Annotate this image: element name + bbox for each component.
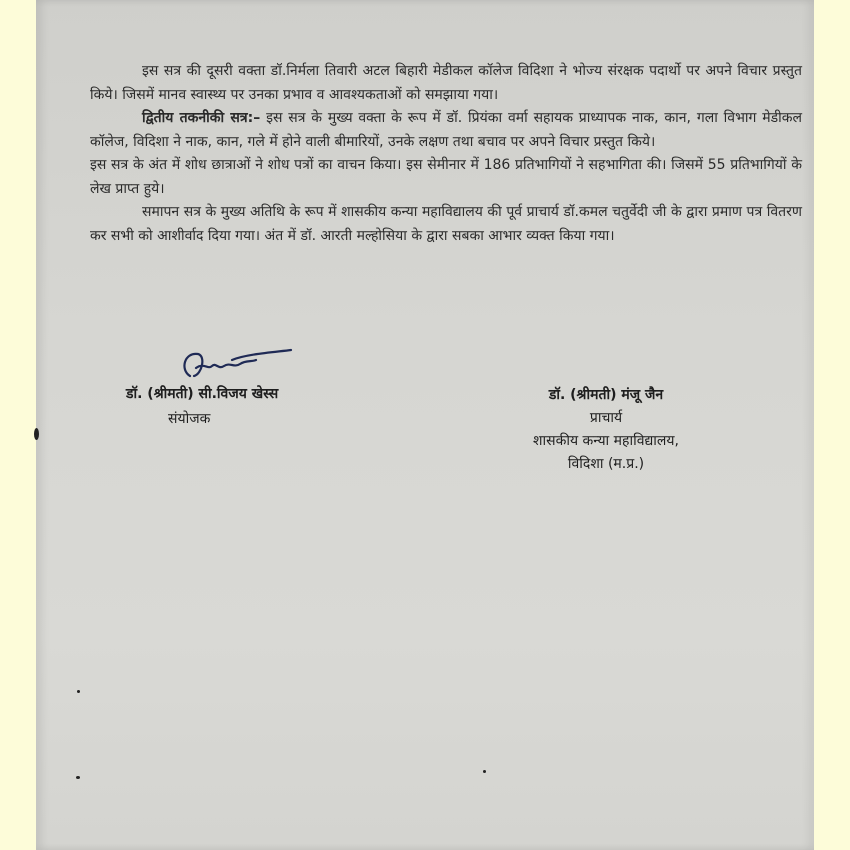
left-signatory-role: संयोजक (168, 411, 211, 427)
document-sheet (36, 0, 814, 850)
document-body (90, 60, 802, 248)
right-signatory-institution: शासकीय कन्या महाविद्यालय, (533, 433, 679, 449)
right-signatory-name: डॉ. (श्रीमती) मंजू जैन (548, 387, 664, 403)
technical-session-heading: द्वितीय तकनीकी सत्र:– (142, 110, 261, 126)
handwritten-signature (176, 340, 296, 390)
dust-speck (483, 770, 486, 773)
right-signatory-block (476, 384, 736, 476)
punch-mark (34, 428, 39, 440)
paragraph-research-papers: इस सत्र के अंत में शोध छात्राओं ने शोध पत्रों का वाचन किया। इस सेमीनार में 186 प्रतिभागियों ने सहभागिता की। जिसमें 55 प्रतिभागियों के लेख प्राप्त हुये। (90, 157, 802, 197)
right-signatory-place: विदिशा (म.प्र.) (567, 456, 645, 472)
right-signatory-role: प्राचार्य (589, 410, 623, 426)
dust-speck (76, 776, 80, 779)
left-signatory-block (126, 384, 278, 428)
technical-session-body: इस सत्र के मुख्य वक्ता के रूप में डॉ. प्रियंका वर्मा सहायक प्राध्यापक नाक, कान, गला विभाग मेडीकल कॉलेज, विदिशा ने नाक, कान, गले में होने वाली बीमारियों, उनके लक्षण तथा बचाव पर अपने विचार प्रस्तुत किये। (90, 110, 802, 150)
paragraph-second-speaker: इस सत्र की दूसरी वक्ता डॉ.निर्मला तिवारी अटल बिहारी मेडीकल कॉलेज विदिशा ने भोज्य संरक्षक पदार्थो पर अपने विचार प्रस्तुत किये। जिसमें मानव स्वास्थ्य पर उनका प्रभाव व आवश्यकताओं को समझाया गया। (90, 63, 802, 103)
paragraph-technical-session (90, 107, 802, 154)
dust-speck (77, 690, 80, 693)
left-signatory-name: डॉ. (श्रीमती) सी.विजय खेस्स (126, 386, 279, 402)
paragraph-closing-session: समापन सत्र के मुख्य अतिथि के रूप में शासकीय कन्या महाविद्यालय की पूर्व प्राचार्य डॉ.कमल चतुर्वेदी जी के द्वारा प्रमाण पत्र वितरण कर सभी को आशीर्वाद दिया गया। अंत में डॉ. आरती मल्होसिया के द्वारा सबका आभार व्यक्त किया गया। (90, 204, 802, 244)
